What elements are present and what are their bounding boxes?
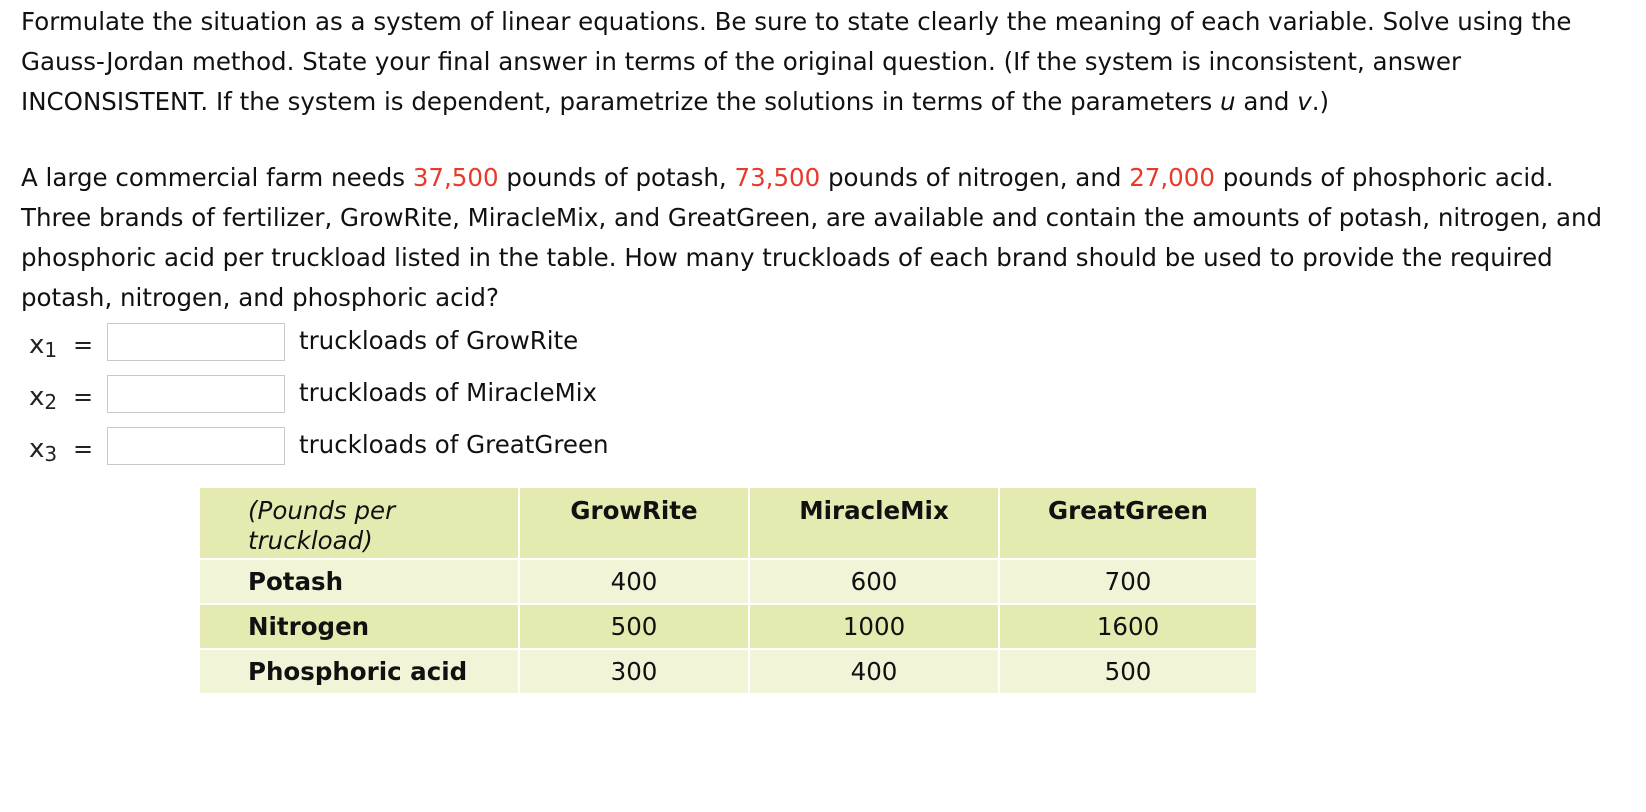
param-v: v	[1297, 87, 1312, 116]
problem-text-1: A large commercial farm needs	[21, 163, 413, 192]
variable-x2	[29, 382, 57, 417]
table-corner-label: (Pounds per truckload)	[199, 487, 519, 559]
table-cell: 300	[519, 649, 749, 694]
answer-input-x1[interactable]	[107, 323, 285, 361]
instructions-end: .)	[1311, 87, 1330, 116]
variable-letter: x	[29, 382, 45, 412]
problem-text-2: pounds of potash,	[498, 163, 735, 192]
answer-row-x3	[21, 426, 1631, 478]
equals-sign: =	[73, 331, 94, 359]
unit-label-x2: truckloads of MiracleMix	[299, 378, 598, 407]
unit-label-x1: truckloads of GrowRite	[299, 326, 579, 355]
instructions-paragraph	[21, 2, 1631, 122]
row-label: Potash	[199, 559, 519, 604]
table-row-nitrogen	[199, 604, 1257, 649]
table-cell: 1000	[749, 604, 999, 649]
instructions-and: and	[1235, 87, 1298, 116]
potash-needed: 37,500	[412, 163, 499, 192]
answer-input-x2[interactable]	[107, 375, 285, 413]
variable-letter: x	[29, 434, 45, 464]
table-cell: 500	[999, 649, 1257, 694]
table-cell: 400	[519, 559, 749, 604]
variable-subscript: 3	[44, 442, 58, 466]
table-cell: 600	[749, 559, 999, 604]
table-cell: 1600	[999, 604, 1257, 649]
problem-paragraph	[21, 158, 1631, 318]
nitrogen-needed: 73,500	[734, 163, 821, 192]
table-cell: 700	[999, 559, 1257, 604]
answer-block	[21, 322, 1631, 478]
row-label: Phosphoric acid	[199, 649, 519, 694]
problem-text-4: pounds of phosphoric acid. Three brands of fertilizer, GrowRite, MiracleMix, and GreatGreen, are available and contain the amounts of potash, nitrogen, and phosphoric acid per truckload listed in the table. How many truckloads of each brand should be used to provide the required potash, nitrogen, and phosphoric acid?	[21, 163, 1603, 312]
answer-input-x3[interactable]	[107, 427, 285, 465]
equals-sign: =	[73, 383, 94, 411]
equals-sign: =	[73, 435, 94, 463]
variable-letter: x	[29, 330, 45, 360]
column-header-growrite: GrowRite	[519, 487, 749, 559]
question-container	[21, 2, 1631, 478]
table-row-potash	[199, 559, 1257, 604]
variable-x3	[29, 434, 57, 469]
row-label: Nitrogen	[199, 604, 519, 649]
table-row-phosphoric-acid	[199, 649, 1257, 694]
variable-x1	[29, 330, 57, 365]
variable-subscript: 1	[44, 338, 58, 362]
table-cell: 500	[519, 604, 749, 649]
phosphoric-needed: 27,000	[1129, 163, 1215, 192]
table-cell: 400	[749, 649, 999, 694]
unit-label-x3: truckloads of GreatGreen	[299, 430, 609, 459]
table-header-row	[199, 487, 1257, 559]
column-header-greatgreen: GreatGreen	[999, 487, 1257, 559]
column-header-miraclemix: MiracleMix	[749, 487, 999, 559]
answer-row-x2	[21, 374, 1631, 426]
variable-subscript: 2	[44, 390, 58, 414]
problem-text-3: pounds of nitrogen, and	[820, 163, 1130, 192]
fertilizer-table	[198, 486, 1258, 695]
answer-row-x1	[21, 322, 1631, 374]
instructions-text: Formulate the situation as a system of linear equations. Be sure to state clearly the meaning of each variable. Solve using the Gauss-Jordan method. State your final answer in terms of the original question. (If the system is inconsistent, answer INCONSISTENT. If the system is dependent, parametrize the solutions in terms of the parameters	[21, 7, 1572, 116]
param-u: u	[1220, 87, 1236, 116]
